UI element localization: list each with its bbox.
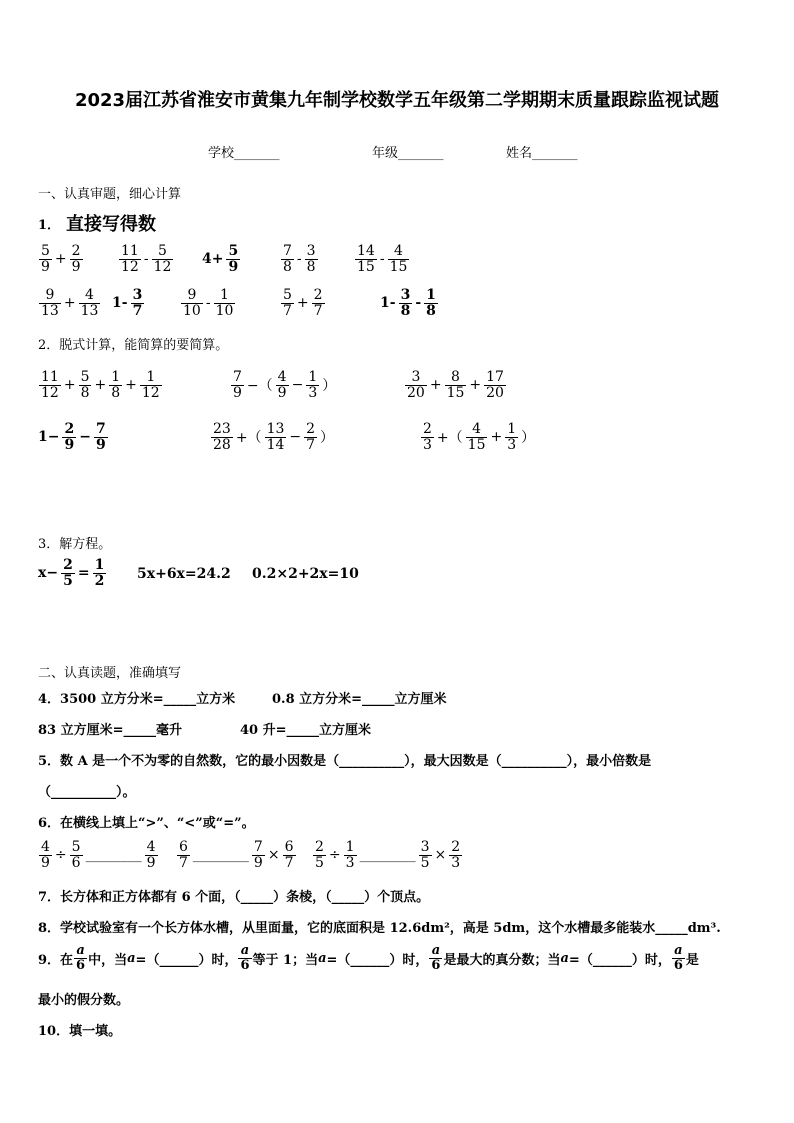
fraction — [276, 370, 289, 400]
fraction — [281, 244, 294, 274]
numerator: 2 — [313, 287, 323, 303]
numerator: 4 — [41, 839, 50, 855]
q9-text: 中，当 — [88, 952, 128, 968]
numerator: 4 — [277, 369, 287, 385]
q9-fraction — [74, 944, 87, 972]
numerator: 7 — [253, 839, 263, 855]
denominator: 7 — [306, 436, 316, 453]
fraction — [140, 370, 162, 400]
operator: 0.2×2+2x=10 — [252, 566, 359, 582]
fraction — [424, 288, 438, 318]
numerator: 7 — [283, 243, 292, 259]
fraction — [312, 288, 325, 318]
denominator: 2 — [94, 572, 105, 589]
operator: ________ — [85, 847, 142, 864]
fraction — [399, 288, 413, 318]
numerator: 1 — [308, 369, 318, 385]
denominator: 5 — [420, 854, 430, 871]
numerator: 1 — [140, 370, 162, 386]
denominator: 8 — [283, 258, 292, 275]
denominator: 5 — [63, 572, 73, 589]
fraction — [421, 422, 434, 452]
numerator: 3 — [420, 839, 430, 855]
denominator: 12 — [41, 384, 59, 401]
operator: ________ — [192, 847, 249, 864]
fraction — [231, 370, 244, 400]
operator: 5x+6x=24.2 — [137, 566, 231, 582]
denominator: 15 — [389, 258, 408, 275]
q5-line1: 5．数 A 是一个不为零的自然数，它的最小因数是（__________），最大因数是（__________），最小倍数是 — [38, 754, 652, 769]
q6-item — [312, 840, 463, 870]
operator: +（ — [235, 430, 262, 447]
grade-field[interactable]: 年级_______ — [372, 146, 444, 161]
fraction — [79, 370, 92, 400]
numerator: 3 — [306, 243, 316, 259]
q1-item — [378, 288, 439, 318]
denominator: 9 — [277, 384, 287, 401]
denominator: 10 — [215, 302, 234, 319]
fraction — [79, 288, 101, 318]
q9-var: a — [127, 950, 136, 966]
numerator: 4 — [146, 839, 156, 855]
fraction — [145, 840, 158, 870]
numerator: 9 — [181, 288, 203, 304]
fraction — [39, 370, 61, 400]
operator: + — [296, 295, 309, 312]
denominator: 15 — [446, 384, 465, 401]
operator: x− — [38, 565, 59, 582]
q1-item — [110, 288, 145, 318]
denominator: 3 — [507, 436, 517, 453]
q9-fraction — [672, 944, 685, 972]
q8-text: 8．学校试验室有一个长方体水槽，从里面量，它的底面积是 12.6dm²，高是 5dm，这个水槽最多能装水_____dm³. — [38, 921, 721, 936]
q1-item — [280, 244, 319, 274]
q9-fraction — [238, 944, 251, 972]
operator: − — [289, 429, 302, 446]
q10-text: 10．填一填。 — [38, 1024, 122, 1039]
denominator: 8 — [80, 384, 90, 401]
numerator: 2 — [315, 839, 324, 855]
operator: - — [143, 251, 149, 268]
numerator: 7 — [233, 369, 242, 385]
q2-item — [404, 370, 507, 400]
numerator: 5 — [228, 243, 239, 259]
denominator: 6 — [673, 957, 683, 973]
numerator: 6 — [284, 839, 294, 855]
fraction — [131, 288, 145, 318]
numerator: 2 — [71, 243, 81, 259]
denominator: 7 — [179, 854, 188, 871]
q9-text: =（______）时， — [568, 952, 671, 968]
operator: + — [490, 429, 503, 446]
fraction — [405, 370, 427, 400]
fraction — [214, 288, 236, 318]
q1-number: 1． — [38, 217, 61, 233]
numerator: 1 — [214, 288, 236, 304]
q4-line1a: 4．3500 立方分米=_____立方米 — [38, 692, 236, 707]
fraction — [252, 840, 265, 870]
numerator: a — [672, 944, 685, 959]
operator: − — [79, 429, 91, 446]
numerator: 5 — [283, 287, 292, 303]
numerator: a — [429, 944, 442, 959]
operator: + — [125, 377, 137, 394]
q7-text: 7．长方体和正方体都有 6 个面，（_____）条棱，（_____）个顶点。 — [38, 890, 430, 905]
operator: 1− — [38, 429, 60, 446]
fraction — [484, 370, 506, 400]
fraction — [281, 288, 294, 318]
numerator: 23 — [213, 421, 231, 437]
q9-var: a — [560, 950, 569, 966]
operator: = — [77, 565, 90, 582]
denominator: 8 — [111, 384, 121, 401]
numerator: 5 — [41, 243, 50, 259]
numerator: a — [74, 944, 87, 959]
q6-label: 6．在横线上填上“>”、“<”或“=”。 — [38, 816, 255, 831]
fraction — [39, 288, 61, 318]
operator: × — [434, 847, 447, 864]
q9-line2: 最小的假分数。 — [38, 993, 130, 1008]
numerator: 2 — [63, 557, 73, 573]
numerator: 5 — [152, 244, 174, 260]
denominator: 9 — [71, 258, 81, 275]
q4-line1b: 0.8 立方分米=_____立方厘米 — [272, 692, 447, 707]
denominator: 8 — [306, 258, 316, 275]
fraction — [62, 422, 76, 452]
denominator: 9 — [95, 436, 106, 453]
operator: × — [267, 847, 280, 864]
q1-item — [180, 288, 236, 318]
q9-text: =（______）时， — [326, 952, 429, 968]
operator: ） — [322, 378, 337, 395]
fraction — [449, 840, 462, 870]
operator: ________ — [359, 847, 416, 864]
operator: - — [415, 295, 422, 312]
operator: + — [94, 377, 107, 394]
fraction — [283, 840, 296, 870]
fraction — [61, 558, 75, 588]
fraction — [344, 840, 357, 870]
operator: +（ — [436, 430, 463, 447]
fraction — [109, 370, 122, 400]
denominator: 9 — [41, 854, 50, 871]
name-field[interactable]: 姓名_______ — [506, 146, 578, 161]
operator: ） — [521, 430, 536, 447]
q3-item — [36, 558, 107, 588]
numerator: 5 — [80, 369, 90, 385]
numerator: 1 — [345, 839, 355, 855]
fraction — [177, 840, 190, 870]
operator: + — [429, 377, 442, 394]
q3-item — [135, 566, 233, 582]
operator: 4+ — [202, 251, 224, 268]
numerator: 1 — [507, 421, 517, 437]
operator: + — [54, 251, 67, 268]
q2-item — [230, 370, 338, 400]
fraction — [94, 422, 108, 452]
q6-item — [176, 840, 297, 870]
numerator: 2 — [423, 421, 432, 437]
fraction — [355, 244, 377, 274]
fraction — [211, 422, 233, 452]
numerator: 5 — [71, 839, 81, 855]
operator: + — [469, 377, 482, 394]
fraction — [306, 370, 319, 400]
q9-text: =（______）时， — [135, 952, 238, 968]
q5-line2: （__________）。 — [38, 785, 136, 800]
fraction — [70, 244, 83, 274]
operator: - — [205, 295, 211, 312]
fraction — [419, 840, 432, 870]
denominator: 8 — [400, 302, 411, 319]
q1-item — [354, 244, 410, 274]
q9-line1 — [38, 944, 699, 972]
q4-line2b: 40 升=_____立方厘米 — [240, 723, 372, 738]
fraction — [466, 422, 488, 452]
numerator: 11 — [41, 369, 59, 385]
q9-text: 等于 1；当 — [252, 952, 319, 968]
denominator: 6 — [76, 957, 86, 973]
fraction — [70, 840, 83, 870]
q1-heading — [38, 210, 156, 236]
denominator: 9 — [253, 854, 263, 871]
denominator: 3 — [345, 854, 355, 871]
q1-item — [38, 288, 101, 318]
operator: + — [63, 295, 76, 312]
numerator: 2 — [306, 421, 316, 437]
denominator: 12 — [141, 384, 160, 401]
fraction — [226, 244, 240, 274]
q9-text: 9．在 — [38, 952, 74, 968]
q2-item — [210, 422, 336, 452]
q1-item — [118, 244, 174, 274]
operator: + — [63, 377, 76, 394]
numerator: 17 — [486, 369, 504, 385]
q1-item — [38, 244, 84, 274]
q4-line2a: 83 立方厘米=_____毫升 — [38, 723, 183, 738]
q2-item — [36, 422, 109, 452]
denominator: 9 — [64, 436, 75, 453]
fraction — [304, 422, 317, 452]
operator: −（ — [246, 378, 273, 395]
q3-label: 3．解方程。 — [38, 537, 112, 552]
denominator: 20 — [486, 384, 504, 401]
denominator: 10 — [183, 302, 201, 319]
denominator: 6 — [431, 957, 441, 973]
fraction — [305, 244, 318, 274]
q6-item — [38, 840, 159, 870]
denominator: 5 — [315, 854, 324, 871]
section-1-heading: 一、认真审题，细心计算 — [38, 187, 182, 202]
fraction — [265, 422, 287, 452]
numerator: 4 — [466, 422, 488, 438]
numerator: 1 — [426, 287, 436, 303]
operator: ÷ — [328, 847, 341, 864]
numerator: a — [238, 944, 251, 959]
numerator: 13 — [266, 421, 285, 437]
numerator: 6 — [179, 839, 188, 855]
operator: − — [291, 377, 304, 394]
denominator: 20 — [407, 384, 425, 401]
numerator: 2 — [64, 421, 75, 437]
section-2-heading: 二、认真读题，准确填写 — [38, 666, 182, 681]
numerator: 3 — [405, 370, 427, 386]
fraction — [39, 244, 52, 274]
denominator: 6 — [240, 957, 250, 973]
denominator: 3 — [308, 384, 318, 401]
operator: 1- — [112, 295, 128, 312]
denominator: 13 — [80, 302, 99, 319]
operator: ÷ — [54, 847, 67, 864]
denominator: 15 — [467, 436, 486, 453]
denominator: 7 — [132, 302, 143, 319]
fraction — [119, 244, 141, 274]
fraction — [313, 840, 326, 870]
numerator: 8 — [445, 370, 467, 386]
denominator: 3 — [423, 436, 432, 453]
fraction — [39, 840, 52, 870]
fraction — [93, 558, 107, 588]
fraction — [505, 422, 518, 452]
q2-item — [38, 370, 163, 400]
fraction — [152, 244, 174, 274]
q9-text: 是 — [685, 952, 699, 968]
denominator: 9 — [41, 258, 50, 275]
numerator: 11 — [121, 243, 139, 259]
denominator: 9 — [228, 258, 239, 275]
q2-item — [420, 422, 537, 452]
denominator: 7 — [284, 854, 294, 871]
q1-title: 直接写得数 — [66, 214, 157, 235]
numerator: 9 — [39, 288, 61, 304]
numerator: 4 — [79, 288, 101, 304]
numerator: 1 — [111, 369, 121, 385]
q9-fraction — [429, 944, 442, 972]
numerator: 3 — [400, 287, 411, 303]
denominator: 6 — [71, 854, 81, 871]
denominator: 12 — [153, 258, 172, 275]
q1-item — [200, 244, 241, 274]
operator: - — [379, 251, 385, 268]
numerator: 3 — [132, 287, 143, 303]
denominator: 7 — [283, 302, 292, 319]
operator: 1- — [380, 295, 396, 312]
q2-label: 2．脱式计算，能简算的要简算。 — [38, 338, 229, 353]
numerator: 1 — [94, 557, 105, 573]
numerator: 2 — [451, 839, 461, 855]
school-field[interactable]: 学校_______ — [208, 146, 280, 161]
q1-item — [280, 288, 326, 318]
numerator: 14 — [357, 243, 375, 259]
q3-item — [250, 566, 361, 582]
operator: - — [296, 251, 302, 268]
fraction — [388, 244, 410, 274]
denominator: 9 — [233, 384, 242, 401]
denominator: 15 — [357, 258, 375, 275]
q9-text: 是最大的真分数；当 — [443, 952, 561, 968]
denominator: 14 — [266, 436, 285, 453]
denominator: 9 — [146, 854, 156, 871]
page-title: 2023届江苏省淮安市黄集九年制学校数学五年级第二学期期末质量跟踪监视试题 — [74, 90, 720, 111]
q9-var: a — [318, 950, 327, 966]
operator: ） — [320, 430, 335, 447]
fraction — [181, 288, 203, 318]
denominator: 28 — [213, 436, 231, 453]
denominator: 13 — [41, 302, 59, 319]
numerator: 4 — [388, 244, 410, 260]
numerator: 7 — [95, 421, 106, 437]
denominator: 12 — [121, 258, 139, 275]
denominator: 3 — [451, 854, 461, 871]
denominator: 7 — [313, 302, 323, 319]
denominator: 8 — [426, 302, 436, 319]
fraction — [445, 370, 467, 400]
